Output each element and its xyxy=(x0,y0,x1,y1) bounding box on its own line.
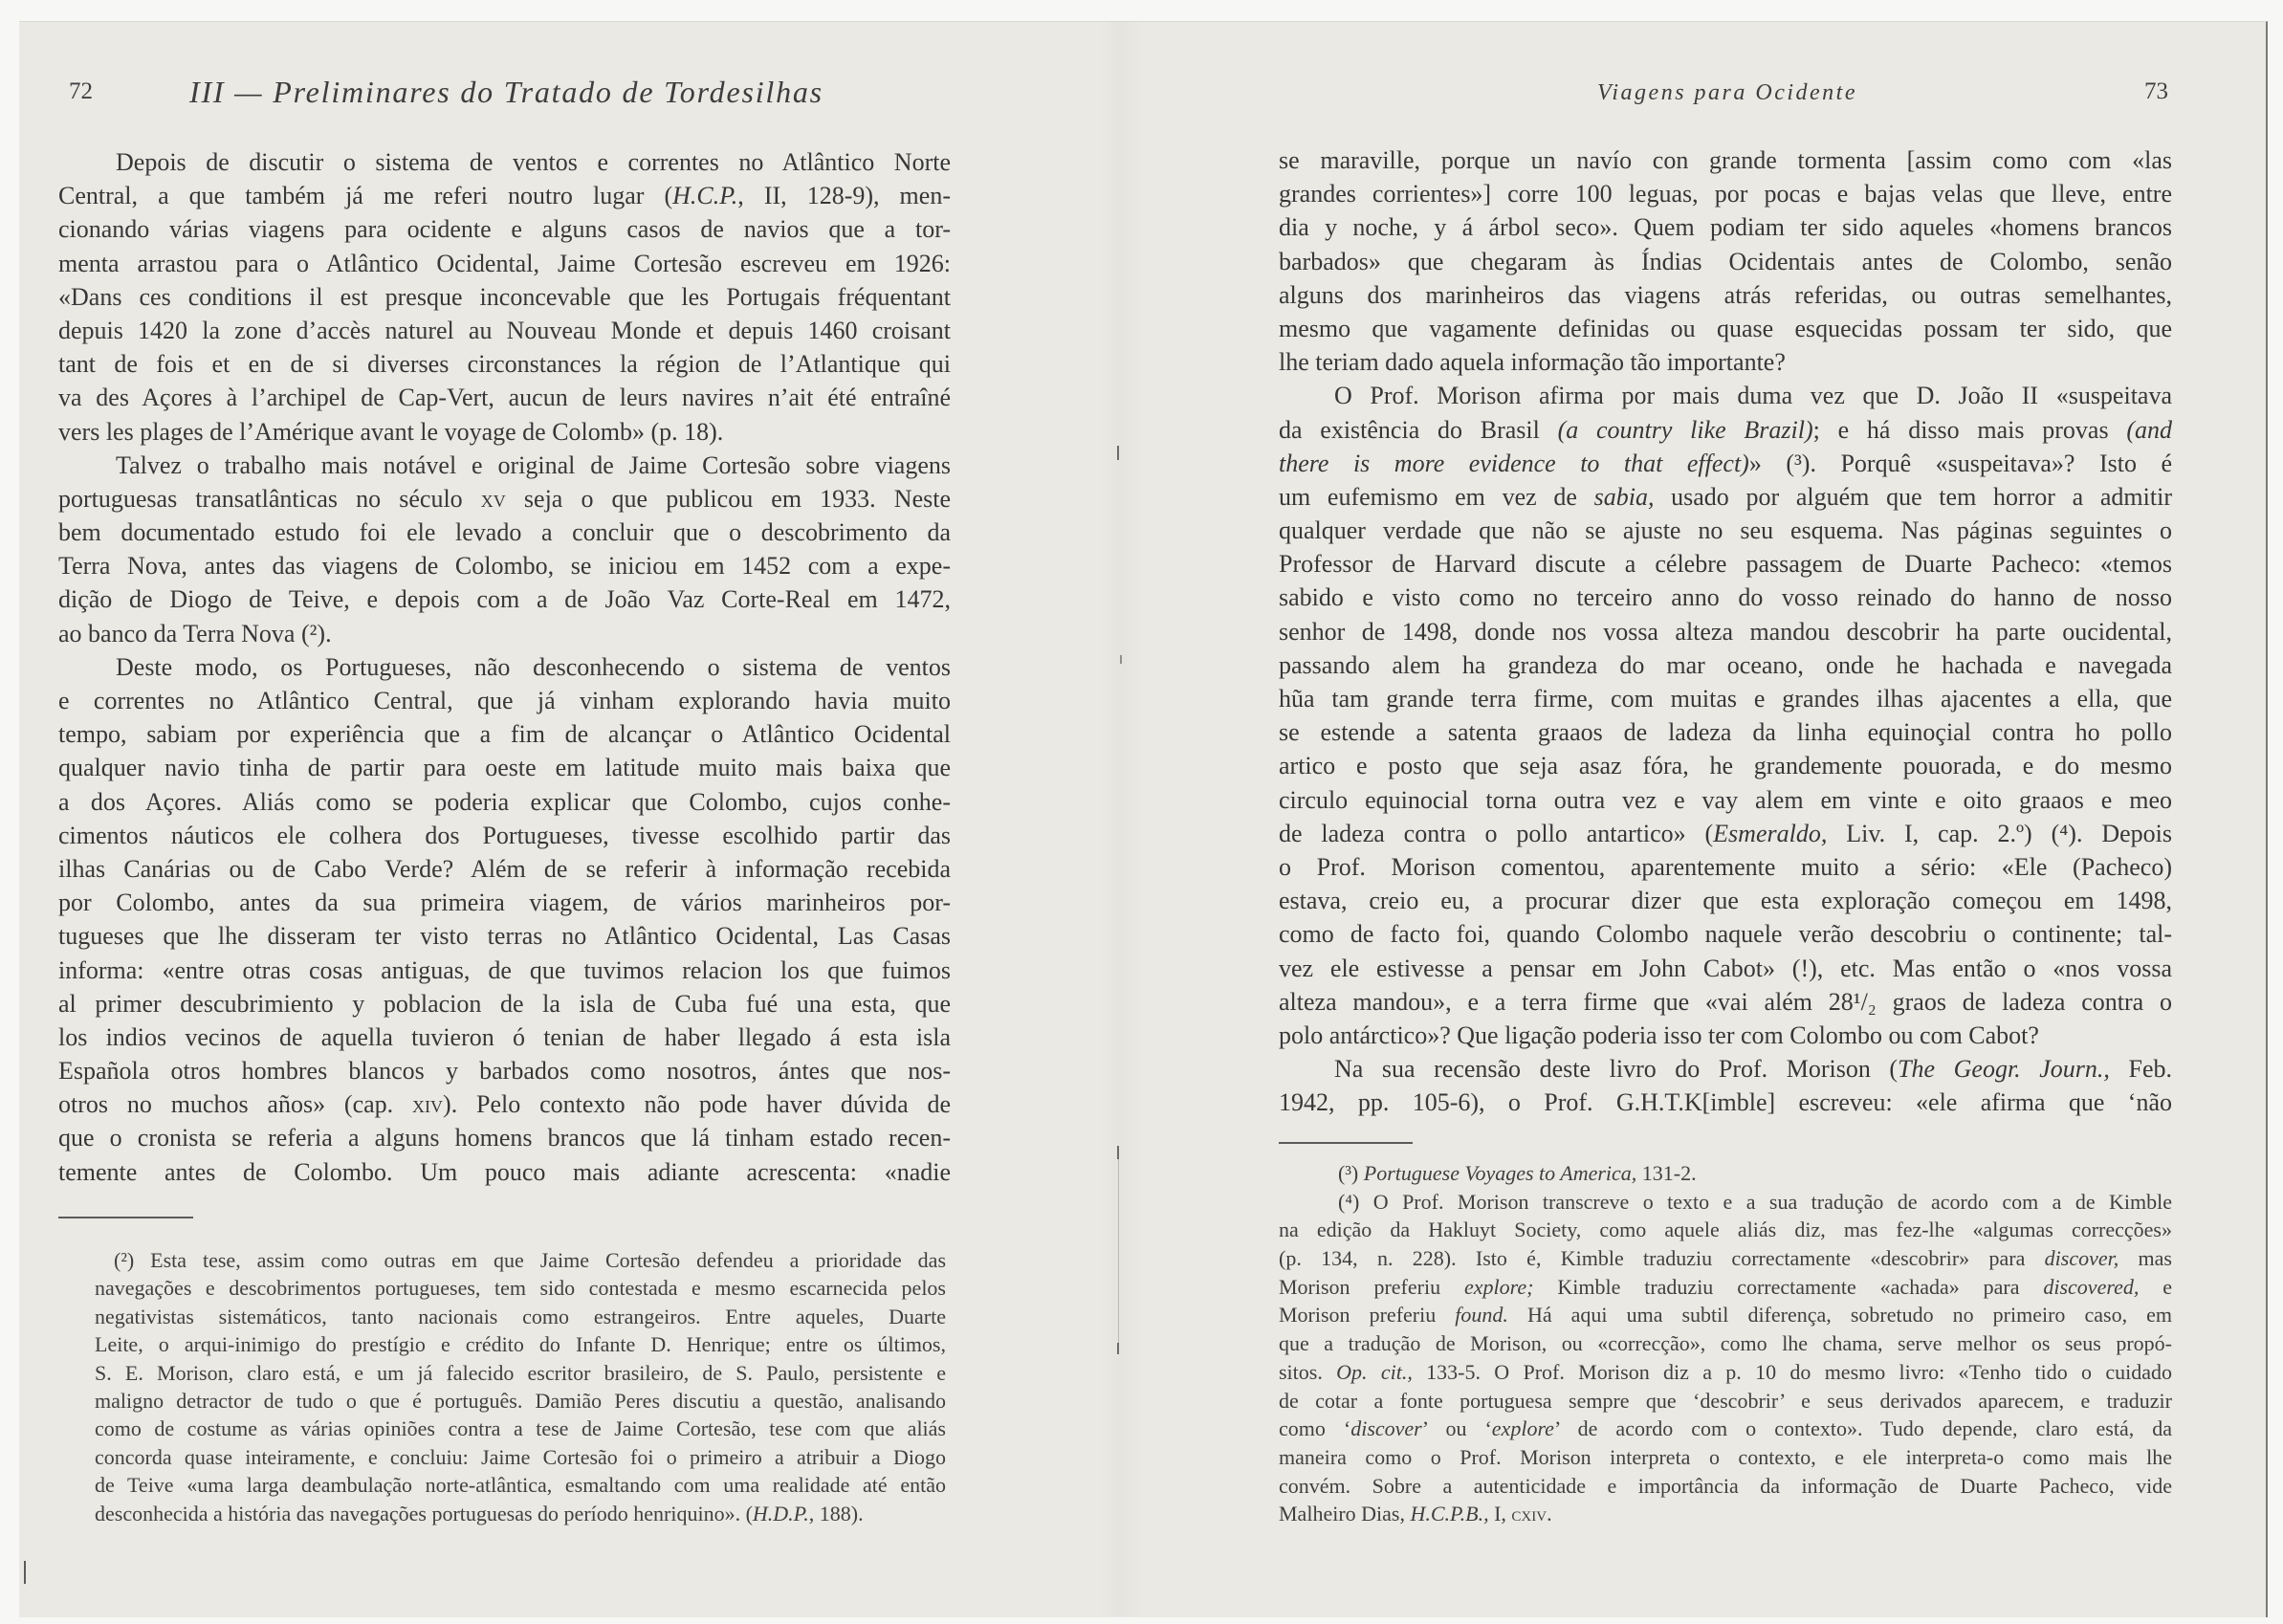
text-run: a dos Açores. Aliás como se poderia explicar que Colombo, cujos conhe- xyxy=(58,787,951,816)
footnote-rule xyxy=(1279,1142,1413,1144)
body-line xyxy=(1279,985,2172,1019)
gutter-mark xyxy=(1118,1159,1119,1350)
body-line xyxy=(1279,682,2172,715)
text-run: Na sua recensão deste livro do Prof. Morison ( xyxy=(1334,1055,1899,1084)
text-run: Central, a que também já me referi noutro lugar ( xyxy=(58,182,673,210)
text-run: va des Açores à l’archipel de Cap-Vert, aucun de leurs navires n’ait été entraîné xyxy=(58,384,951,412)
text-run: na edição da Hakluyt Society, como aquele aliás diz, mas fez-lhe «algumas correcções» xyxy=(1279,1218,2172,1242)
body-line xyxy=(1279,783,2172,817)
italic-run: Esmeraldo, xyxy=(1713,819,1828,847)
text-run: e correntes no Atlântico Central, que já vinham explorando havia muito xyxy=(58,687,951,714)
text-run: Española otros hombres blancos y barbados como nosotros, ántes que nos- xyxy=(58,1057,951,1086)
italic-run: discover xyxy=(1350,1416,1422,1441)
text-run: menta arrastou para o Atlântico Ocidental, Jaime Cortesão escreveu em 1926: xyxy=(58,249,951,277)
footnote-line xyxy=(95,1274,946,1302)
body-line xyxy=(1279,312,2172,345)
text-run: Leite, o arqui-inimigo do prestígio e crédito do Infante D. Henrique; entre os últimos, xyxy=(95,1332,946,1357)
text-run: por Colombo, antes da sua primeira viagem, de vários marinheiros por- xyxy=(58,889,951,917)
text-run: Morison preferiu xyxy=(1279,1303,1456,1328)
body-line xyxy=(58,987,951,1020)
body-line xyxy=(1279,648,2172,682)
text-run: tempo, sabiam por experiência que a fim de alcançar o Atlântico Ocidental xyxy=(58,720,951,749)
footnote-line xyxy=(1279,1472,2172,1501)
body-line xyxy=(1279,210,2172,244)
body-line xyxy=(58,751,951,784)
text-run: dição de Diogo de Teive, e depois com a de João Vaz Corte-Real em 1472, xyxy=(58,585,951,614)
body-line xyxy=(1279,817,2172,850)
page-number: 72 xyxy=(69,78,93,104)
text-run: sitos. xyxy=(1279,1359,1337,1384)
body-line xyxy=(1279,850,2172,884)
text-run: qualquer verdade que não se ajuste no seu esquema. Nas páginas seguintes o xyxy=(1279,516,2172,545)
italic-run: explore xyxy=(1491,1416,1554,1441)
italic-run: H.C.P. xyxy=(672,182,738,210)
text-run: lhe teriam dado aquela informação tão importante? xyxy=(1279,348,1786,377)
text-run: alteza mandou», e a terra firme que «vai além 28¹/₂ graos de ladeza contra o xyxy=(1279,987,2172,1016)
footnote-line xyxy=(95,1330,946,1358)
body-line xyxy=(1279,1019,2172,1052)
footnote-line xyxy=(95,1415,946,1442)
body-line xyxy=(58,886,951,919)
footnote-line xyxy=(1279,1244,2172,1273)
italic-run: found. xyxy=(1455,1303,1508,1328)
body-line xyxy=(1279,379,2172,412)
text-run: passando alem ha grandeza do mar oceano, onde he hachada e navegada xyxy=(1279,650,2172,679)
text-run: da existência do Brasil xyxy=(1279,415,1558,444)
text-run: como de facto foi, quando Colombo naquele verão descobriu o continente; tal- xyxy=(1279,920,2172,949)
body-line xyxy=(58,247,951,280)
text-run: circulo equinocial torna outra vez e vay alem em vinte e oito graaos e meo xyxy=(1279,785,2172,814)
text-run: «Dans ces conditions il est presque inconcevable que les Portugais fréquentant xyxy=(58,282,951,311)
text-run: navegações e descobrimentos portugueses, tem sido contestada e mesmo escarnecida pelos xyxy=(95,1276,946,1301)
text-run: de cotar a fonte portuguesa sempre que ‘descobrir’ e seus derivados aparecem, e traduzir xyxy=(1279,1388,2172,1413)
body-line xyxy=(58,1121,951,1154)
gutter-mark xyxy=(1120,655,1122,664)
body-line xyxy=(58,415,951,449)
text-run: ; e há disso mais provas xyxy=(1812,415,2127,444)
text-run: desconhecida a história das navegações portuguesas do período henriquino». ( xyxy=(95,1501,753,1525)
footnote-line xyxy=(1279,1415,2172,1443)
text-run: (²) Esta tese, assim como outras em que Jaime Cortesão defendeu a prioridade das xyxy=(114,1248,946,1272)
body-line xyxy=(1279,615,2172,648)
footnote-line xyxy=(1279,1188,2172,1217)
text-run: Feb. xyxy=(2109,1055,2172,1084)
text-run: como de costume as várias opiniões contra a tese de Jaime Cortesão, tese com que aliás xyxy=(95,1416,946,1441)
text-run: vez ele estivesse a pensar em John Cabot» (!), etc. Mas então o «nos vossa xyxy=(1279,954,2172,982)
text-run: otros no muchos años» (cap. xyxy=(58,1090,413,1119)
text-run: dia y noche, y á árbol seco». Quem podiam ter sido aqueles «homens brancos xyxy=(1279,213,2172,242)
body-line xyxy=(1279,143,2172,177)
text-run: O Prof. Morison afirma por mais duma vez que D. João II «suspeitava xyxy=(1334,382,2172,410)
running-title: III — Preliminares do Tratado de Tordesilhas xyxy=(189,75,823,109)
italic-run: H.C.P.B., xyxy=(1410,1502,1489,1526)
body-line xyxy=(58,449,951,482)
text-run: de Teive «uma larga deambulação norte-atlântica, esmaltando com uma realidade até então xyxy=(95,1473,946,1498)
body-line xyxy=(58,1155,951,1189)
text-run: » (³). Porquê «suspeitava»? Isto é xyxy=(1748,449,2173,477)
text-run: depuis 1420 la zone d’accès naturel au Nouveau Monde et depuis 1460 croisant xyxy=(58,316,951,344)
text-run: 133-5. O Prof. Morison diz a p. 10 do mesmo livro: «Tenho tido o cuidado xyxy=(1412,1359,2172,1384)
body-line xyxy=(58,582,951,616)
body-line xyxy=(1279,345,2172,379)
footnote-line xyxy=(95,1443,946,1471)
text-run: cionando várias viagens para ocidente e alguns casos de navios que a tor- xyxy=(58,215,951,244)
italic-run: The Geogr. Journ., xyxy=(1898,1055,2110,1084)
italic-run: there is more evidence to that effect) xyxy=(1279,449,1749,477)
paper-edge-mark xyxy=(24,1561,26,1584)
text-run: maligno detractor de tudo o que é português. Damião Peres discutiu a questão, analisando xyxy=(95,1388,946,1413)
text-run: que a tradução de Morison, ou «correcção», como lhe chama, serve melhor os seus propó- xyxy=(1279,1331,2172,1356)
text-run: tant de fois et en de si diverses circonstances la région de l’Atlantique qui xyxy=(58,350,951,379)
text-run: informa: «entre otras cosas antiguas, de que tuvimos relacion los que fuimos xyxy=(58,955,951,984)
italic-run: H.D.P. xyxy=(752,1501,809,1525)
text-run: seja o que publicou em 1933. Neste xyxy=(505,484,951,513)
body-line xyxy=(58,785,951,819)
text-run: Liv. I, cap. 2.º) (⁴). Depois xyxy=(1827,819,2172,847)
text-run: Kimble traduziu correctamente «achada» para xyxy=(1533,1274,2044,1299)
body-line xyxy=(58,549,951,582)
text-run: I, xyxy=(1488,1502,1512,1526)
body-line xyxy=(58,650,951,684)
text-run: o Prof. Morison comentou, aparentemente muito a sério: «Ele (Pacheco) xyxy=(1279,852,2172,881)
text-run: tugueses que lhe disseram ter visto terras no Atlântico Ocidental, Las Casas xyxy=(58,922,951,951)
text-run: ao banco da Terra Nova (²). xyxy=(58,619,332,647)
text-run: . xyxy=(1547,1502,1552,1526)
footnote-line xyxy=(95,1500,946,1527)
body-line xyxy=(58,1087,951,1121)
footnote-rule xyxy=(58,1217,193,1218)
text-run: (⁴) O Prof. Morison transcreve o texto e a sua tradução de acordo com a de Kimble xyxy=(1338,1189,2172,1214)
small-caps-run: xv xyxy=(480,484,506,513)
text-run: se estende a satenta graaos de ladeza da linha equinoçial contra ho pollo xyxy=(1279,718,2172,747)
text-run: maneira como o Prof. Morison interpreta o contexto, e ele interpreta-o como mais lhe xyxy=(1279,1444,2172,1469)
body-line xyxy=(1279,749,2172,782)
gutter-mark xyxy=(1117,446,1119,460)
text-run: alguns dos marinheiros das viagens atrás referidas, ou outras semelhantes, xyxy=(1279,280,2172,309)
body-line xyxy=(1279,1052,2172,1086)
text-run: portuguesas transatlânticas no século xyxy=(58,484,481,513)
footnote-line xyxy=(95,1359,946,1387)
text-run: qualquer navio tinha de partir para oeste em latitude muito mais baixa que xyxy=(58,754,951,782)
body-line xyxy=(58,919,951,953)
body-line xyxy=(58,617,951,650)
text-run: , II, 128-9), men- xyxy=(737,182,951,210)
text-run: Terra Nova, antes das viagens de Colombo, se iniciou em 1452 com a expe- xyxy=(58,552,951,581)
body-line xyxy=(1279,884,2172,917)
text-run: Deste modo, os Portugueses, não desconhecendo o sistema de ventos xyxy=(116,652,951,681)
body-line xyxy=(1279,715,2172,749)
text-run: barbados» que chegaram às Índias Ocidentais antes de Colombo, senão xyxy=(1279,247,2172,275)
text-run: Talvez o trabalho mais notável e original de Jaime Cortesão sobre viagens xyxy=(116,450,951,479)
text-run: que o cronista se referia a alguns homens brancos que lá tinham estado recen- xyxy=(58,1124,951,1152)
text-run: temente antes de Colombo. Um pouco mais adiante acrescenta: «nadie xyxy=(58,1157,951,1186)
small-caps-run: xiv xyxy=(412,1090,444,1119)
body-line xyxy=(58,516,951,549)
text-run: ). Pelo contexto não pode haver dúvida de xyxy=(443,1090,952,1119)
body-line xyxy=(58,179,951,212)
body-line xyxy=(1279,514,2172,547)
text-run: ’ de acordo com o contexto». Tudo depende, claro está, da xyxy=(1553,1416,2172,1441)
page-number: 73 xyxy=(2144,78,2168,104)
body-line xyxy=(1279,1086,2172,1119)
footnote-line xyxy=(1279,1443,2172,1472)
text-run: hũa tam grande terra firme, com muitas e grandes ilhas ajacentes a ella, que xyxy=(1279,685,2172,713)
text-run: (p. 134, n. 228). Isto é, Kimble traduziu correctamente «descobrir» para xyxy=(1279,1246,2045,1271)
text-run: estava, creio eu, a procurar dizer que esta exploração começou em 1498, xyxy=(1279,887,2172,915)
body-line xyxy=(1279,917,2172,951)
italic-run: discover, xyxy=(2044,1246,2119,1271)
footnote-line xyxy=(95,1303,946,1330)
footnote-line xyxy=(1279,1216,2172,1244)
footnote-line xyxy=(95,1246,946,1274)
text-run: grandes corrientes»] corre 100 leguas, por pocas e bajas velas que lleve, entre xyxy=(1279,180,2172,208)
text-run: negativistas sistemáticos, tanto nacionais como estrangeiros. Entre aqueles, Duarte xyxy=(95,1304,946,1328)
italic-run: Portuguese Voyages to America, xyxy=(1363,1161,1637,1185)
small-caps-run: cxiv xyxy=(1511,1502,1548,1526)
body-line xyxy=(1279,952,2172,985)
body-line xyxy=(1279,413,2172,447)
footnote-line xyxy=(1279,1500,2172,1528)
footnote-line xyxy=(95,1471,946,1499)
text-run: convém. Sobre a autenticidade e importância da informação de Duarte Pacheco, vide xyxy=(1279,1473,2172,1498)
footnote-line xyxy=(1279,1358,2172,1387)
text-run: Depois de discutir o sistema de ventos e correntes no Atlântico Norte xyxy=(116,148,951,176)
footnote-line xyxy=(95,1387,946,1415)
footnotes xyxy=(1279,1159,2172,1528)
text-run: usado por alguém que tem horror a admitir xyxy=(1654,482,2172,511)
text-run: polo antárctico»? Que ligação poderia isso ter com Colombo ou com Cabot? xyxy=(1279,1020,2039,1049)
text-run: Malheiro Dias, xyxy=(1279,1502,1411,1526)
body-line xyxy=(58,852,951,886)
body-text xyxy=(58,145,951,1189)
text-run: 1942, pp. 105-6), o Prof. G.H.T.K[imble] escreveu: «ele afirma que ‘não xyxy=(1279,1088,2172,1117)
text-run: sabido e visto como no terceiro anno do vosso reinado do hanno de nosso xyxy=(1279,583,2172,612)
body-line xyxy=(1279,480,2172,514)
text-run: ’ ou ‘ xyxy=(1421,1416,1492,1441)
text-run: cimentos náuticos ele colhera dos Portugueses, tivesse escolhido partir das xyxy=(58,821,951,849)
body-line xyxy=(58,212,951,246)
body-line xyxy=(58,819,951,852)
gutter-crease xyxy=(1100,21,1142,1616)
text-run: 131-2. xyxy=(1636,1161,1697,1185)
text-run: mas xyxy=(2118,1246,2172,1271)
body-line xyxy=(58,954,951,987)
body-line xyxy=(1279,547,2172,581)
text-run: (³) xyxy=(1338,1161,1364,1185)
gutter-mark xyxy=(1117,1146,1119,1159)
text-run: Morison preferiu xyxy=(1279,1274,1464,1299)
body-line xyxy=(58,717,951,751)
text-run: al primer descubrimiento y poblacion de la isla de Cuba fué una esta, que xyxy=(58,989,951,1018)
footnote-line xyxy=(1279,1329,2172,1358)
body-line xyxy=(1279,177,2172,210)
body-line xyxy=(58,314,951,347)
text-run: vers les plages de l’Amérique avant le voyage de Colomb» (p. 18). xyxy=(58,417,724,446)
footnote-line xyxy=(1279,1301,2172,1329)
footnote-line xyxy=(1279,1273,2172,1302)
body-line xyxy=(58,1020,951,1054)
text-run: se maraville, porque un navío con grande tormenta [assim como com «las xyxy=(1279,146,2172,174)
text-run: Professor de Harvard discute a célebre passagem de Duarte Pacheco: «temos xyxy=(1279,550,2172,579)
body-line xyxy=(58,684,951,717)
text-run: , 188). xyxy=(808,1501,864,1525)
body-line xyxy=(58,482,951,516)
body-line xyxy=(58,145,951,179)
text-run: de ladeza contra o pollo antartico» ( xyxy=(1279,819,1714,847)
text-run: e xyxy=(2139,1274,2172,1299)
text-run: bem documentado estudo foi ele levado a concluir que o descobrimento da xyxy=(58,518,951,547)
text-run: concorda quase inteiramente, e concluiu: Jaime Cortesão foi o primeiro a atribuir a Diogo xyxy=(95,1444,946,1469)
body-line xyxy=(1279,245,2172,278)
body-line xyxy=(58,1054,951,1087)
italic-run: explore; xyxy=(1463,1274,1534,1299)
text-run: ilhas Canárias ou de Cabo Verde? Além de se referir à informação recebida xyxy=(58,854,951,883)
text-run: mesmo que vagamente definidas ou quase esquecidas possam ter sido, que xyxy=(1279,314,2172,342)
italic-run: sabia, xyxy=(1593,482,1655,511)
body-line xyxy=(58,381,951,414)
text-run: los indios vecinos de aquella tuvieron ó tenian de haber llegado á esta isla xyxy=(58,1022,951,1051)
text-run: artico e posto que seja asaz fóra, he grandemente pouorada, e do mesmo xyxy=(1279,752,2172,780)
body-line xyxy=(58,280,951,314)
gutter-mark xyxy=(1117,1343,1119,1354)
footnote-line xyxy=(1279,1387,2172,1416)
running-title: Viagens para Ocidente xyxy=(1597,80,1858,105)
text-run: como ‘ xyxy=(1279,1416,1351,1441)
italic-run: (a country like Brazil) xyxy=(1557,415,1813,444)
italic-run: discovered, xyxy=(2043,1274,2140,1299)
body-line xyxy=(1279,278,2172,312)
footnote-line xyxy=(1279,1159,2172,1188)
text-run: um eufemismo em vez de xyxy=(1279,482,1594,511)
body-text xyxy=(1279,143,2172,1119)
text-run: S. E. Morison, claro está, e um já falecido escritor brasileiro, de S. Paulo, persistente e xyxy=(95,1360,946,1385)
text-run: Há aqui uma subtil diferença, sobretudo no primeiro caso, em xyxy=(1507,1303,2172,1328)
text-run: senhor de 1498, donde nos vossa alteza mandou descobrir ha parte oucidental, xyxy=(1279,617,2172,646)
italic-run: Op. cit., xyxy=(1336,1359,1413,1384)
italic-run: (and xyxy=(2126,415,2172,444)
footnotes xyxy=(95,1246,946,1527)
body-line xyxy=(58,347,951,381)
body-line xyxy=(1279,581,2172,614)
body-line xyxy=(1279,447,2172,480)
